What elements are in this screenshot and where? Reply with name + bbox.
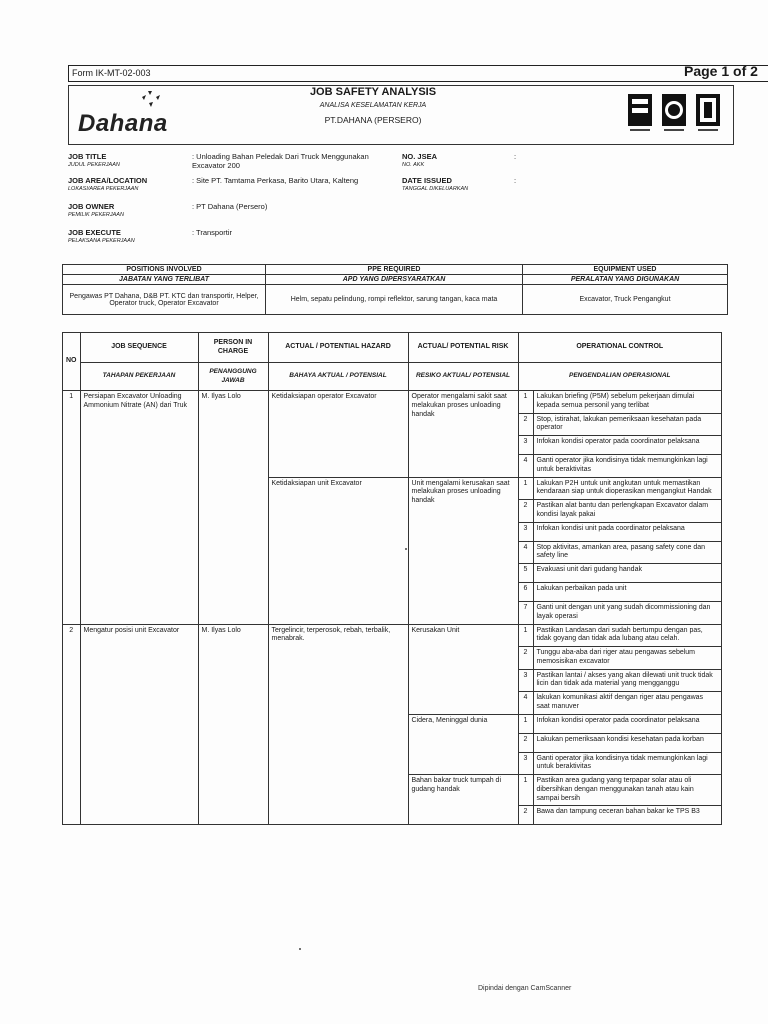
control-text: Lakukan briefing (P5M) sebelum pekerjaan dimulai kepada semua personil yang terlibat [533,391,722,414]
col-control: OPERATIONAL CONTROL [518,333,722,363]
dahana-logo-icon [136,89,172,109]
col-sequence-sub: TAHAPAN PEKERJAAN [80,363,198,391]
control-text: Ganti unit dengan unit yang sudah dicommissioning dan layak operasi [533,602,722,625]
risk-cell: Bahan bakar truck tumpah di gudang handak [408,775,518,825]
control-text: Lakukan pemeriksaan kondisi kesehatan pada korban [533,733,722,752]
control-number: 2 [518,500,533,523]
control-text: Pastikan alat bantu dan perlengkapan Excavator dalam kondisi layak pakai [533,500,722,523]
job-execute-value: : Transportir [192,228,233,237]
col-risk: ACTUAL/ POTENTIAL RISK [408,333,518,363]
job-sequence: Persiapan Excavator Unloading Ammonium Nitrate (AN) dari Truk [80,391,198,625]
control-number: 2 [518,413,533,436]
control-number: 6 [518,583,533,602]
control-text: Pastikan lantai / akses yang akan dilewati unit truck tidak licin dan tidak ada material yang mengganggu [533,669,722,692]
control-number: 2 [518,733,533,752]
control-text: Lakukan P2H untuk unit angkutan untuk memastikan kendaraan siap untuk dioperasikan mengangkut Handak [533,477,722,500]
control-number: 2 [518,647,533,670]
job-execute-label: JOB EXECUTE PELAKSANA PEKERJAAN [68,228,135,244]
control-number: 1 [518,775,533,806]
title-sub: ANALISA KESELAMATAN KERJA [319,102,427,109]
control-number: 5 [518,564,533,583]
job-sequence: Mengatur posisi unit Excavator [80,624,198,825]
certification-badges-icon [626,92,722,136]
row-number: 2 [63,624,81,825]
form-top-bar [68,65,768,82]
control-number: 3 [518,669,533,692]
scan-speck [299,948,301,950]
row-number: 1 [63,391,81,625]
control-text: Stop aktivitas, amankan area, pasang safety cone dan safety line [533,541,722,564]
control-number: 2 [518,806,533,825]
control-text: Ganti operator jika kondisinya tidak memungkinkan lagi untuk beraktivitas [533,752,722,775]
control-text: Ganti operator jika kondisinya tidak memungkinkan lagi untuk beraktivitas [533,455,722,478]
job-area-value: : Site PT. Tamtama Perkasa, Barito Utara, Kalteng [192,176,359,185]
control-number: 4 [518,541,533,564]
page-number: Page 1 of 2 [684,63,758,79]
col-no: NO [63,333,81,391]
col-risk-sub: RESIKO AKTUAL/ POTENSIAL [408,363,518,391]
risk-cell: Operator mengalami sakit saat melakukan proses unloading handak [408,391,518,478]
control-number: 3 [518,522,533,541]
scanner-footer: Dipindai dengan CamScanner [478,985,572,992]
table-row [63,391,722,414]
ppe-sub: APD YANG DIPERSYARATKAN [266,275,523,285]
job-title-label: JOB TITLE JUDUL PEKERJAAN [68,152,120,168]
table-row [63,624,722,647]
risk-cell: Kerusakan Unit [408,624,518,714]
risk-cell: Unit mengalami kerusakan saat melakukan proses unloading handak [408,477,518,624]
equipment-value: Excavator, Truck Pengangkut [523,285,728,315]
control-text: Infokan kondisi unit pada coordinator pelaksana [533,522,722,541]
job-title-value: : Unloading Bahan Peledak Dari Truck Menggunakan Excavator 200 [192,152,369,170]
control-number: 4 [518,455,533,478]
control-text: Infokan kondisi operator pada coordinator pelaksana [533,714,722,733]
col-person: PERSON IN CHARGE [198,333,268,363]
control-text: Stop, istirahat, lakukan pemeriksaan kesehatan pada operator [533,413,722,436]
hazard-cell: Tergelincir, terperosok, rebah, terbalik, menabrak. [268,624,408,825]
hazard-cell: Ketidaksiapan unit Excavator [268,477,408,624]
control-number: 1 [518,714,533,733]
risk-cell: Cidera, Meninggal dunia [408,714,518,775]
company-logo: Dahana [78,110,168,137]
control-text: Evakuasi unit dari gudang handak [533,564,722,583]
col-sequence: JOB SEQUENCE [80,333,198,363]
person-in-charge: M. Ilyas Lolo [198,391,268,625]
ppe-header: PPE REQUIRED [266,265,523,275]
no-jsea-label: NO. JSEA NO. AKK [402,152,438,168]
ppe-value: Helm, sepatu pelindung, rompi reflektor, sarung tangan, kaca mata [266,285,523,315]
title-main: JOB SAFETY ANALYSIS [309,86,437,98]
jsa-table [62,332,722,825]
control-number: 7 [518,602,533,625]
control-text: lakukan komunikasi aktif dengan riger atau pengawas saat manuver [533,692,722,715]
positions-sub: JABATAN YANG TERLIBAT [63,275,266,285]
hazard-cell: Ketidaksiapan operator Excavator [268,391,408,478]
control-text: Lakukan perbaikan pada unit [533,583,722,602]
col-person-sub: PENANGGUNG JAWAB [198,363,268,391]
equipment-sub: PERALATAN YANG DIGUNAKAN [523,275,728,285]
date-issued-label: DATE ISSUED TANGGAL DIKELUARKAN [402,176,469,192]
ppe-table [62,264,728,315]
person-in-charge: M. Ilyas Lolo [198,624,268,825]
control-text: Pastikan Landasan dari sudah bertumpu dengan pas, tidak goyang dan tidak ada lubang atau celah. [533,624,722,647]
control-text: Bawa dan tampung ceceran bahan bakar ke TPS B3 [533,806,722,825]
title-company: PT.DAHANA (PERSERO) [324,115,422,125]
control-text: Infokan kondisi operator pada coordinator pelaksana [533,436,722,455]
job-area-label: JOB AREA/LOCATION LOKASI/AREA PEKERJAAN [68,176,148,192]
job-owner-label: JOB OWNER PEMILIK PEKERJAAN [68,202,124,218]
col-control-sub: PENGENDALIAN OPERASIONAL [518,363,722,391]
scan-speck [405,548,407,550]
control-text: Tunggu aba-aba dari riger atau pengawas sebelum memosisikan excavator [533,647,722,670]
job-owner-value: : PT Dahana (Persero) [192,202,268,211]
control-number: 3 [518,752,533,775]
no-jsea-value: : [514,152,517,161]
control-number: 3 [518,436,533,455]
document-title [258,86,488,125]
control-number: 1 [518,624,533,647]
col-hazard: ACTUAL / POTENTIAL HAZARD [268,333,408,363]
form-code: Form IK-MT-02-003 [72,68,151,78]
control-text: Pastikan area gudang yang terpapar solar atau oli dibersihkan dengan menggunakan tanah atau kain sampai bersih [533,775,722,806]
control-number: 1 [518,391,533,414]
positions-value: Pengawas PT Dahana, D&B PT. KTC dan transportir, Helper, Operator truck, Operator Excavator [63,285,266,315]
date-issued-value: : [514,176,517,185]
control-number: 1 [518,477,533,500]
col-hazard-sub: BAHAYA AKTUAL / POTENSIAL [268,363,408,391]
positions-header: POSITIONS INVOLVED [63,265,266,275]
control-number: 4 [518,692,533,715]
equipment-header: EQUIPMENT USED [523,265,728,275]
